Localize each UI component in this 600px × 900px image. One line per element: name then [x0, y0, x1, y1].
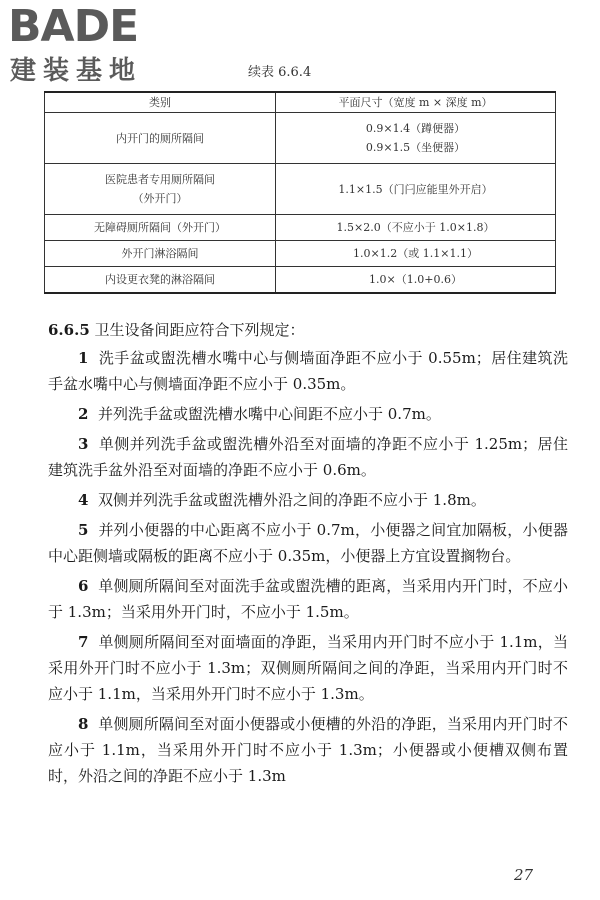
table-row: [45, 164, 556, 215]
clause-item: [48, 711, 568, 789]
clause-number: 1: [78, 349, 89, 367]
clause-number: 8: [78, 715, 89, 733]
table-caption: 续表 6.6.4: [248, 65, 312, 80]
clause-item: [48, 517, 568, 569]
section-title: 卫生设备间距应符合下列规定：: [94, 321, 305, 339]
size-table: [44, 91, 556, 294]
logo-wordmark: BADE: [8, 1, 139, 52]
clause-number: 4: [78, 491, 89, 509]
clause-item: [48, 629, 568, 707]
row-size: 1.1×1.5（门闩应能里外开启）: [276, 164, 556, 215]
header-category: 类别: [45, 92, 276, 113]
clause-number: 2: [78, 405, 89, 423]
row-category: 无障碍厕所隔间（外开门）: [45, 215, 276, 241]
clause-text: 并列洗手盆或盥洗槽水嘴中心间距不应小于 0.7m。: [97, 405, 441, 423]
clause-text: 并列小便器的中心距离不应小于 0.7m，小便器之间宜加隔板，小便器中心距侧墙或隔板的距离不应小于 0.35m，小便器上方宜设置搁物台。: [48, 521, 568, 565]
clause-item: [48, 401, 568, 427]
clause-text: 单侧并列洗手盆或盥洗槽外沿至对面墙的净距不应小于 1.25m；居住建筑洗手盆外沿至对面墙的净距不应小于 0.6m。: [48, 435, 568, 479]
header-size: 平面尺寸（宽度 m × 深度 m）: [276, 92, 556, 113]
row-size: 0.9×1.4（蹲便器） 0.9×1.5（坐便器）: [276, 113, 556, 164]
clause-item: [48, 487, 568, 513]
row-size: 1.0×1.2（或 1.1×1.1）: [276, 241, 556, 267]
clause-text: 洗手盆或盥洗槽水嘴中心与侧墙面净距不应小于 0.55m；居住建筑洗手盆水嘴中心与侧墙面净距不应小于 0.35m。: [48, 349, 568, 393]
row-size: 1.0×（1.0+0.6）: [276, 267, 556, 293]
section-number: 6.6.5: [48, 321, 90, 339]
clause-text: 单侧厕所隔间至对面墙面的净距，当采用内开门时不应小于 1.1m，当采用外开门时不应小于 1.3m；双侧厕所隔间之间的净距，当采用内开门时不应小于 1.1m，当采用外开门时不应小于 1.3m。: [48, 633, 568, 703]
clause-number: 7: [78, 633, 89, 651]
row-category: 医院患者专用厕所隔间 （外开门）: [45, 164, 276, 215]
table-header-row: [45, 92, 556, 113]
table-row: [45, 241, 556, 267]
row-size: 1.5×2.0（不应小于 1.0×1.8）: [276, 215, 556, 241]
table-row: [45, 267, 556, 293]
clause-list: [48, 345, 568, 793]
logo-chinese-name: 建装基地: [10, 56, 143, 86]
clause-text: 单侧厕所隔间至对面小便器或小便槽的外沿的净距，当采用内开门时不应小于 1.1m，当采用外开门时不应小于 1.3m；小便器或小便槽双侧布置时，外沿之间的净距不应小于 1.3m: [48, 715, 568, 785]
brand-logo: [8, 1, 178, 90]
clause-item: [48, 431, 568, 483]
table-row: [45, 215, 556, 241]
clause-text: 单侧厕所隔间至对面洗手盆或盥洗槽的距离，当采用内开门时，不应小于 1.3m；当采用外开门时，不应小于 1.5m。: [48, 577, 568, 621]
clause-item: [48, 345, 568, 397]
table-row: [45, 113, 556, 164]
section-heading: [48, 318, 568, 342]
clause-number: 5: [78, 521, 89, 539]
page-number: 27: [514, 866, 534, 884]
clause-number: 3: [78, 435, 89, 453]
clause-item: [48, 573, 568, 625]
clause-number: 6: [78, 577, 89, 595]
row-category: 外开门淋浴隔间: [45, 241, 276, 267]
row-category: 内设更衣凳的淋浴隔间: [45, 267, 276, 293]
row-category: 内开门的厕所隔间: [45, 113, 276, 164]
clause-text: 双侧并列洗手盆或盥洗槽外沿之间的净距不应小于 1.8m。: [97, 491, 486, 509]
